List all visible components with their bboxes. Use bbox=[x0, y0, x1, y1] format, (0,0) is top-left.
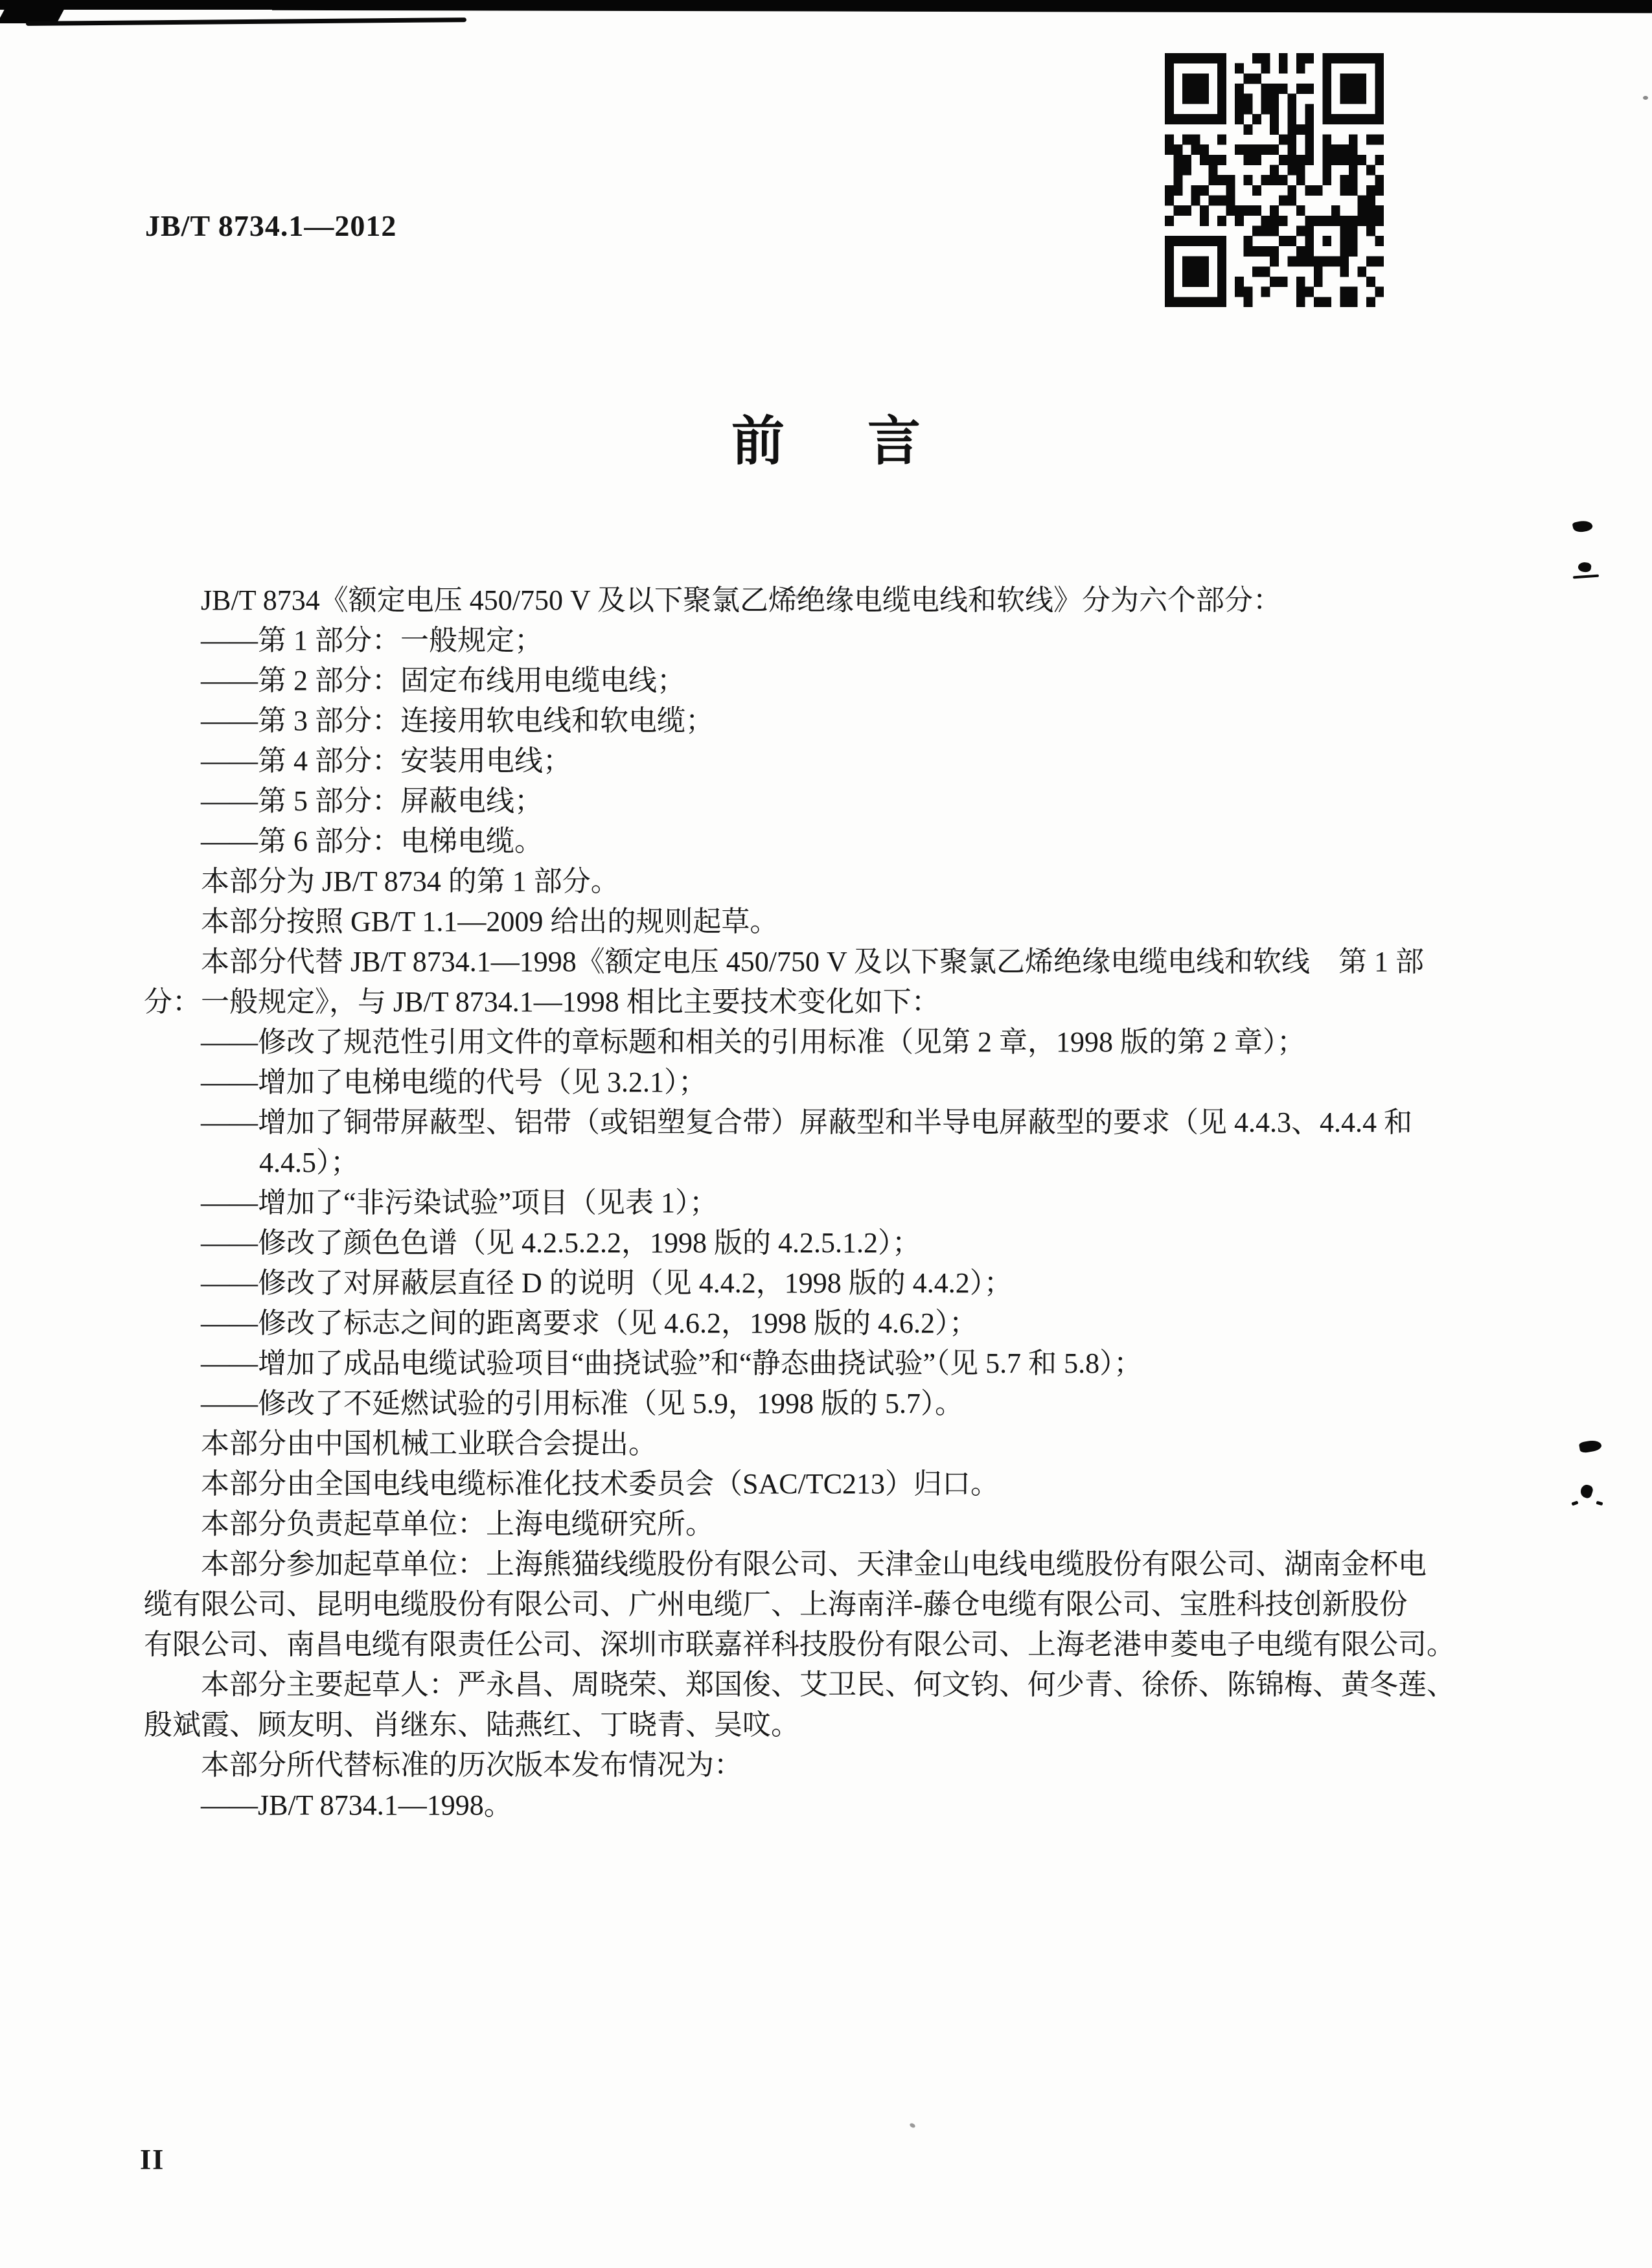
body-line: ——修改了标志之间的距离要求（见 4.6.2，1998 版的 4.6.2）； bbox=[201, 1307, 978, 1339]
body-line: JB/T 8734《额定电压 450/750 V 及以下聚氯乙烯绝缘电缆电线和软线》分为六个部分： bbox=[201, 584, 1281, 616]
body-line: ——修改了规范性引用文件的章标题和相关的引用标准（见第 2 章，1998 版的第 2 章）； bbox=[201, 1026, 1305, 1058]
body-line: 本部分主要起草人：严永昌、周晓荣、郑国俊、艾卫民、何文钧、何少青、徐侨、陈锦梅、黄冬莲、 bbox=[201, 1669, 1455, 1701]
body-line: ——第 6 部分：电梯电缆。 bbox=[201, 825, 543, 857]
body-line: ——增加了铜带屏蔽型、铝带（或铝塑复合带）屏蔽型和半导电屏蔽型的要求（见 4.4.3、4.4.4 和 bbox=[201, 1106, 1412, 1138]
scan-diagonal-line bbox=[26, 17, 466, 26]
body-line: 缆有限公司、昆明电缆股份有限公司、广州电缆厂、上海南洋-藤仓电缆有限公司、宝胜科技创新股份 bbox=[144, 1588, 1408, 1620]
body-line: 本部分负责起草单位：上海电缆研究所。 bbox=[201, 1508, 714, 1540]
body-line: 本部分代替 JB/T 8734.1—1998《额定电压 450/750 V 及以下聚氯乙烯绝缘电缆电线和软线 第 1 部 bbox=[201, 946, 1424, 978]
standard-number: JB/T 8734.1—2012 bbox=[145, 209, 397, 242]
body-line: 4.4.5）； bbox=[259, 1147, 359, 1178]
ink-blob bbox=[1596, 1501, 1603, 1506]
body-line: 本部分所代替标准的历次版本发布情况为： bbox=[201, 1749, 742, 1781]
body-line: ——第 1 部分：一般规定； bbox=[201, 624, 543, 656]
body-line: ——第 2 部分：固定布线用电缆电线； bbox=[201, 665, 685, 696]
body-text bbox=[144, 580, 1524, 1826]
body-line: ——JB/T 8734.1—1998。 bbox=[201, 1789, 512, 1821]
body-line: 本部分为 JB/T 8734 的第 1 部分。 bbox=[201, 865, 619, 897]
body-line: 有限公司、南昌电缆有限责任公司、深圳市联嘉祥科技股份有限公司、上海老港申菱电子电缆有限公司。 bbox=[144, 1629, 1455, 1660]
body-line: ——第 3 部分：连接用软电线和软电缆； bbox=[201, 705, 714, 737]
title-char-2: 言 bbox=[867, 412, 921, 471]
ink-blob bbox=[1579, 1439, 1602, 1454]
page-title bbox=[0, 399, 1652, 475]
body-line: ——修改了不延燃试验的引用标准（见 5.9，1998 版的 5.7）。 bbox=[201, 1388, 963, 1419]
ink-blob bbox=[1577, 562, 1592, 573]
body-line: ——修改了颜色色谱（见 4.2.5.2.2，1998 版的 4.2.5.1.2）； bbox=[201, 1227, 921, 1259]
body-line: 本部分由全国电线电缆标准化技术委员会（SAC/TC213）归口。 bbox=[201, 1468, 1000, 1500]
body-line: ——增加了成品电缆试验项目“曲挠试验”和“静态曲挠试验”（见 5.7 和 5.8）； bbox=[201, 1347, 1143, 1379]
scan-speck bbox=[909, 2122, 916, 2129]
ink-blob bbox=[1571, 1500, 1578, 1506]
body-line: 本部分参加起草单位：上海熊猫线缆股份有限公司、天津金山电线电缆股份有限公司、湖南金杯电 bbox=[201, 1548, 1427, 1580]
body-line: 分：一般规定》，与 JB/T 8734.1—1998 相比主要技术变化如下： bbox=[144, 986, 940, 1018]
scan-speck bbox=[1643, 96, 1648, 100]
qr-code bbox=[1165, 53, 1384, 307]
ink-blob bbox=[1573, 575, 1599, 579]
body-line: ——修改了对屏蔽层直径 D 的说明（见 4.4.2，1998 版的 4.4.2）； bbox=[201, 1267, 1013, 1299]
body-line: ——第 5 部分：屏蔽电线； bbox=[201, 785, 543, 817]
body-line: ——增加了电梯电缆的代号（见 3.2.1）； bbox=[201, 1066, 707, 1098]
scan-top-bar bbox=[272, 0, 1652, 13]
ink-blob bbox=[1572, 519, 1594, 534]
body-line: 本部分按照 GB/T 1.1—2009 给出的规则起草。 bbox=[201, 906, 779, 937]
body-line: 本部分由中国机械工业联合会提出。 bbox=[201, 1428, 657, 1460]
body-line: 殷斌霞、顾友明、肖继东、陆燕红、丁晓青、吴呅。 bbox=[144, 1709, 799, 1741]
body-line: ——第 4 部分：安装用电线； bbox=[201, 745, 571, 777]
scan-corner-blob bbox=[0, 3, 68, 23]
ink-blob bbox=[1579, 1483, 1594, 1500]
page-number: II bbox=[140, 2144, 165, 2175]
body-line: ——增加了“非污染试验”项目（见表 1）； bbox=[201, 1187, 718, 1219]
title-char-1: 前 bbox=[731, 412, 785, 471]
